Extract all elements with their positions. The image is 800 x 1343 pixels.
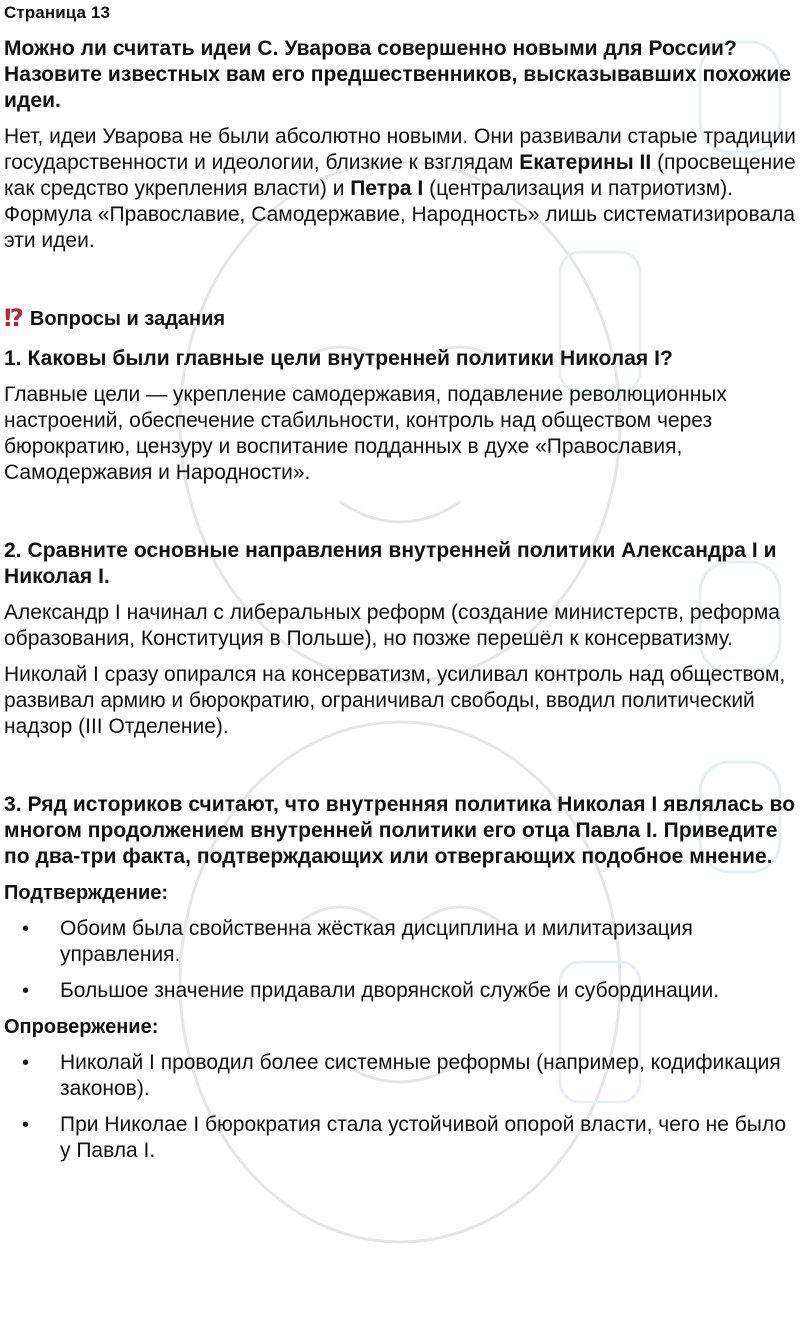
answer-2-alexander: Александр I начинал с либеральных реформ (создание министерств, реформа образования, Конституция в Польше), но позже перешёл к консерватизму. (4, 601, 780, 650)
spacer (4, 750, 796, 792)
question-3: 3. Ряд историков считают, что внутренняя политика Николая I являлась во многом продолжением внутренней политики его отца Павла I. Приведите по два-три факта, подтверждающих или отвергающих подобное мнение. (4, 793, 796, 868)
answer-2-nicholas: Николай I сразу опирался на консерватизм, усиливал контроль над обществом, развивал армию и бюрократию, ограничивал свободы, вводил политический надзор (III Отделение). (4, 663, 786, 738)
list-item: • Обоим была свойственна жёсткая дисциплина и милитаризация управления. (4, 916, 796, 968)
intro-answer-text-3: (централизация и патриотизм). Формула «Православие, Самодержавие, Народность» лишь систематизировала эти идеи. (4, 177, 796, 252)
intro-question: Можно ли считать идеи С. Уварова совершенно новыми для России? Назовите известных вам его предшественников, высказывавших похожие идеи. (4, 37, 792, 112)
answer-1: Главные цели — укрепление самодержавия, подавление революционных настроений, обеспечение стабильности, контроль над обществом через бюрократию, цензуру и воспитание подданных в духе «Православия, Самодержавия и Народности». (4, 383, 727, 484)
question-1: 1. Каковы были главные цели внутренней политики Николая I? (4, 347, 673, 370)
intro-answer (4, 124, 796, 254)
list-item: • Большое значение придавали дворянской службе и субординации. (4, 978, 796, 1004)
list-item: • При Николае I бюрократия стала устойчивой опорой власти, чего не было у Павла I. (4, 1112, 796, 1164)
section-title: Вопросы и задания (29, 308, 226, 330)
refute-list (4, 1050, 796, 1164)
spacer (4, 264, 796, 306)
document-page (0, 2, 800, 1164)
page-label: Страница 13 (4, 3, 111, 22)
confirm-list (4, 916, 796, 1004)
intro-answer-bold-catherine: Екатерины II (519, 151, 652, 174)
intro-answer-text-2: (просвещение как средство укрепления власти) и (4, 151, 796, 200)
intro-answer-bold-peter: Петра I (350, 177, 424, 200)
confirm-heading: Подтверждение: (4, 882, 169, 904)
list-item: • Николай I проводил более системные реформы (например, кодификация законов). (4, 1050, 796, 1102)
intro-answer-text-1: Нет, идеи Уварова не были абсолютно новыми. Они развивали старые традиции государственности и идеологии, близкие к взглядам (4, 125, 796, 174)
spacer (4, 496, 796, 538)
question-2: 2. Сравните основные направления внутренней политики Александра I и Николая I. (4, 539, 777, 588)
exclamation-question-icon: ⁉ (4, 305, 22, 332)
refute-heading: Опровержение: (4, 1016, 159, 1038)
section-heading (4, 306, 796, 332)
